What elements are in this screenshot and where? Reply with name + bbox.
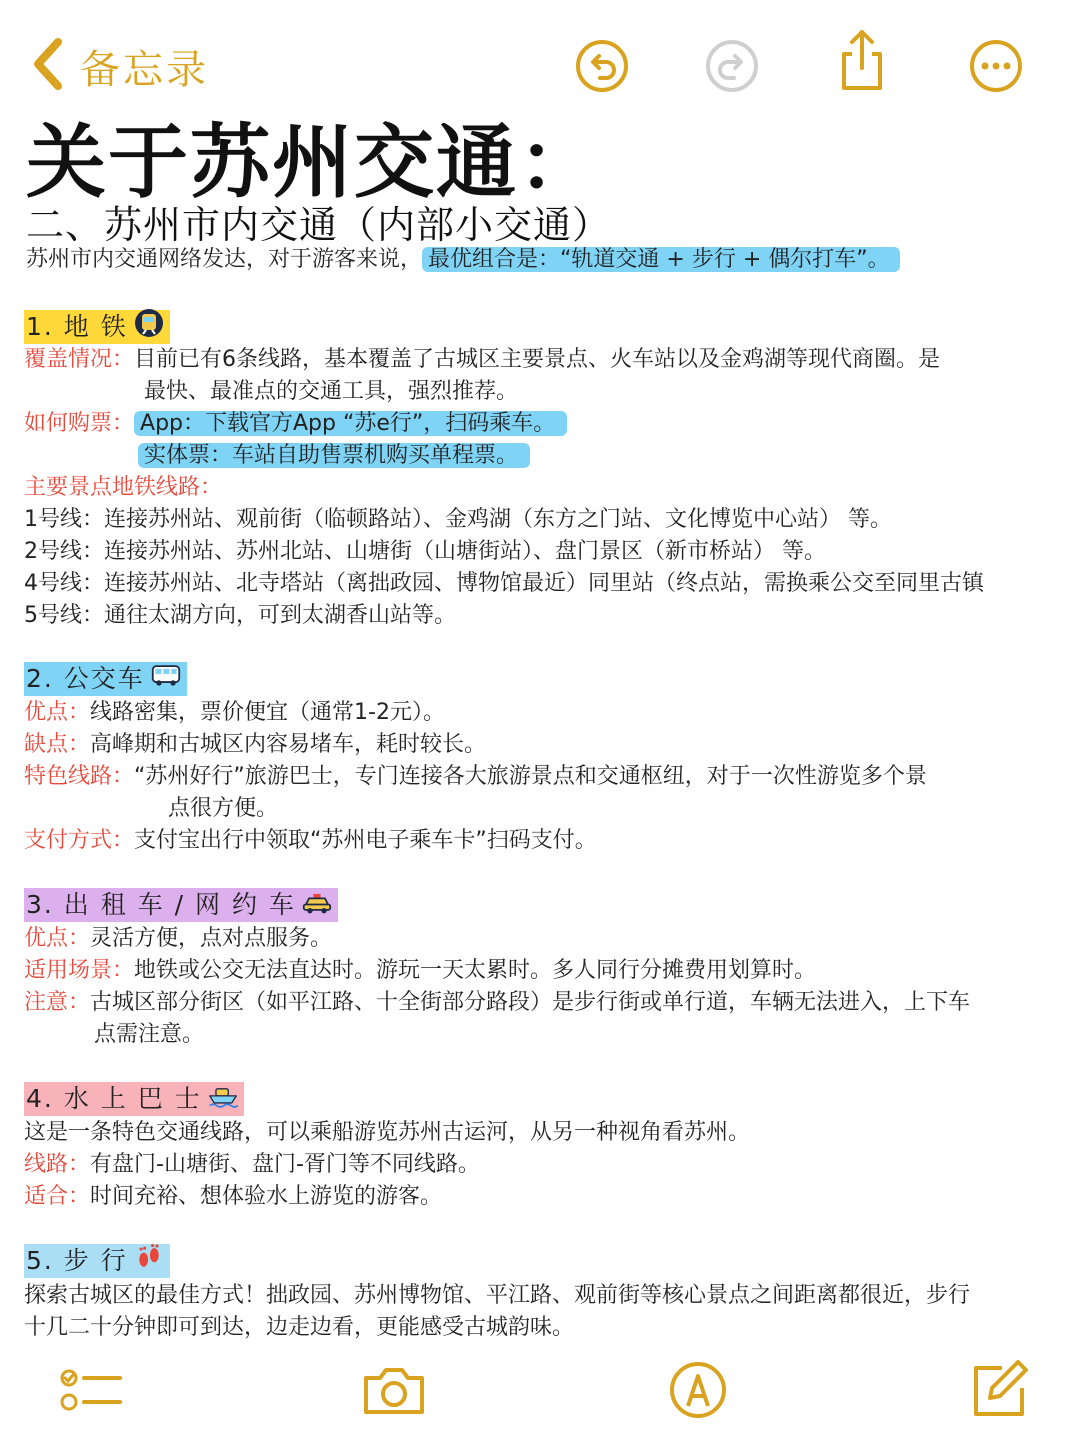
metro-coverage-cont: 最快、最准点的交通工具，强烈推荐。 <box>144 379 519 404</box>
bus-special-text: “苏州好行”旅游巴士，专门连接各大旅游景点和交通枢纽，对于一次性游览多个景 <box>134 764 927 789</box>
top-toolbar <box>0 0 1080 100</box>
metro-heading: 1. 地 铁 <box>26 312 128 341</box>
note-title: 关于苏州交通： <box>26 116 600 209</box>
markup-icon[interactable] <box>666 1358 730 1422</box>
bus-cons-label: 缺点： <box>24 732 91 757</box>
walk-line-2: 十几二十分钟即可到达，边走边看，更能感受古城韵味。 <box>24 1315 575 1340</box>
section-heading-waterbus <box>24 1082 244 1116</box>
waterbus-route-label: 线路： <box>24 1152 91 1177</box>
bus-pay-label: 支付方式： <box>24 828 135 853</box>
compose-icon[interactable] <box>966 1358 1030 1422</box>
waterbus-desc: 这是一条特色交通线路，可以乘船游览苏州古运河，从另一种视角看苏州。 <box>24 1120 751 1145</box>
redo-icon[interactable] <box>704 38 760 94</box>
bus-cons-text: 高峰期和古城区内容易堵车，耗时较长。 <box>90 732 487 757</box>
waterbus-fit <box>24 1181 442 1213</box>
metro-buy-ticket-row <box>138 440 530 472</box>
metro-line-2: 2号线：连接苏州站、苏州北站、山塘街（山塘街站）、盘门景区（新市桥站） 等。 <box>24 539 826 564</box>
waterbus-fit-label: 适合： <box>24 1184 91 1209</box>
bus-special-cont: 点很方便。 <box>168 796 279 821</box>
chevron-left-icon <box>28 36 70 96</box>
metro-buy-label: 如何购票： <box>24 411 135 436</box>
checklist-icon[interactable] <box>58 1358 122 1422</box>
metro-line-5: 5号线：通往太湖方向，可到太湖香山站等。 <box>24 603 456 628</box>
share-icon[interactable] <box>834 28 890 94</box>
section-heading-bus <box>24 662 187 696</box>
taxi-note-text: 古城区部分街区（如平江路、十全街部分路段）是步行街或单行道，车辆无法进入，上下车 <box>90 990 971 1015</box>
taxi-pros <box>24 923 332 955</box>
metro-coverage-label: 覆盖情况： <box>24 347 135 372</box>
bus-special-label: 特色线路： <box>24 764 135 789</box>
metro-icon <box>134 308 164 347</box>
taxi-scene <box>24 955 816 987</box>
metro-line-4: 4号线：连接苏州站、北寺塔站（离拙政园、博物馆最近）同里站（终点站，需换乘公交至同里古镇 <box>24 571 985 596</box>
intro-highlight: 最优组合是：“轨道交通 + 步行 + 偶尔打车”。 <box>422 247 900 272</box>
taxi-icon <box>302 886 332 925</box>
taxi-note <box>24 987 970 1019</box>
taxi-scene-label: 适用场景： <box>24 958 135 983</box>
waterbus-heading: 4. 水 上 巴 士 <box>26 1084 202 1113</box>
back-label: 备忘录 <box>80 46 209 93</box>
back-button[interactable] <box>28 36 209 96</box>
bus-pros <box>24 697 445 729</box>
walk-line-1: 探索古城区的最佳方式！拙政园、苏州博物馆、平江路、观前街等核心景点之间距离都很近，步行 <box>24 1283 971 1308</box>
bus-pay-text: 支付宝出行中领取“苏州电子乘车卡”扫码支付。 <box>134 828 597 853</box>
waterbus-route-text: 有盘门-山塘街、盘门-胥门等不同线路。 <box>90 1152 480 1177</box>
metro-buy-ticket: 实体票：车站自助售票机购买单程票。 <box>138 443 530 468</box>
waterbus-fit-text: 时间充裕、想体验水上游览的游客。 <box>90 1184 443 1209</box>
bus-cons <box>24 729 486 761</box>
taxi-pros-text: 灵活方便，点对点服务。 <box>90 926 333 951</box>
intro-text <box>26 244 900 276</box>
taxi-pros-label: 优点： <box>24 926 91 951</box>
section-heading-metro <box>24 310 170 344</box>
metro-routes-label: 主要景点地铁线路： <box>24 475 223 500</box>
waterbus-route <box>24 1149 480 1181</box>
section-heading-taxi <box>24 888 338 922</box>
bottom-toolbar <box>0 1350 1080 1443</box>
bus-pay <box>24 825 597 857</box>
note-subtitle: 二、苏州市内交通（内部小交通） <box>26 203 612 247</box>
taxi-note-cont: 点需注意。 <box>94 1022 205 1047</box>
metro-line-1: 1号线：连接苏州站、观前街（临顿路站）、金鸡湖（东方之门站、文化博览中心站） 等。 <box>24 507 892 532</box>
taxi-note-label: 注意： <box>24 990 91 1015</box>
walk-heading: 5. 步 行 <box>26 1246 128 1275</box>
metro-coverage <box>24 344 940 376</box>
undo-icon[interactable] <box>574 38 630 94</box>
boat-icon <box>208 1080 238 1119</box>
camera-icon[interactable] <box>360 1358 428 1422</box>
intro-prefix: 苏州市内交通网络发达，对于游客来说， <box>26 247 423 272</box>
bus-pros-text: 线路密集，票价便宜（通常1-2元）。 <box>90 700 445 725</box>
metro-coverage-text: 目前已有6条线路，基本覆盖了古城区主要景点、火车站以及金鸡湖等现代商圈。是 <box>134 347 941 372</box>
taxi-heading: 3. 出 租 车 / 网 约 车 <box>26 890 296 919</box>
more-icon[interactable] <box>968 38 1024 94</box>
metro-buy-app: App：下载官方App “苏e行”，扫码乘车。 <box>134 411 567 436</box>
bus-heading: 2. 公交车 <box>26 664 145 693</box>
metro-buy <box>24 408 567 440</box>
footprints-icon <box>134 1242 164 1281</box>
section-heading-walk <box>24 1244 170 1278</box>
taxi-scene-text: 地铁或公交无法直达时。游玩一天太累时。多人同行分摊费用划算时。 <box>134 958 817 983</box>
bus-special <box>24 761 927 793</box>
bus-pros-label: 优点： <box>24 700 91 725</box>
bus-icon <box>151 660 181 699</box>
